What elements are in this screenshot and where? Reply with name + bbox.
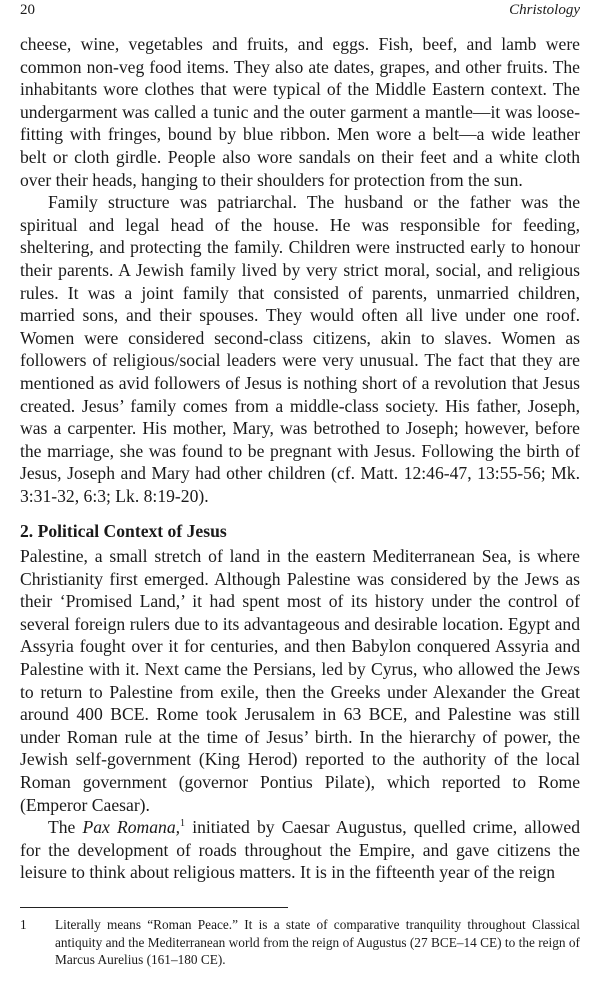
running-title: Christology	[509, 2, 580, 18]
footnote-number: 1	[20, 917, 27, 932]
page-header	[20, 2, 580, 24]
paragraph: Palestine, a small stretch of land in the eastern Mediterranean Sea, is where Christianity first emerged. Although Palestine was considered by the Jews as their ‘Promised Land,’ it had spent most of its history under the control of several foreign rulers due to its advantageous and desirable location. Egypt and Assyria fought over it for centuries, and then Babylon conquered Assyria and Palestine with it. Next came the Persians, led by Cyrus, who allowed the Jews to return to Palestine from exile, then the Greeks under Alexander the Great around 400 BCE. Rome took Jerusalem in 63 BCE, and Palestine was still under Roman rule at the time of Jesus’ birth. In the hierarchy of power, the Jewish self-government (King Herod) reported to the authority of the local Roman government (governor Pontius Pilate), which reported to Rome (Emperor Caesar).	[20, 546, 580, 815]
body-text	[20, 33, 580, 884]
text-segment: The	[48, 817, 83, 838]
text-segment: initiated by Caesar Augustus, quelled crime, allowed for the development of roads throughout the Empire, and gave citizens the leisure to think about religious matters. It is in the fifteenth year of the reign	[20, 817, 580, 883]
paragraph: Family structure was patriarchal. The husband or the father was the spiritual and legal head of the house. He was responsible for feeding, sheltering, and protecting the family. Children were instructed early to honour their parents. A Jewish family lived by very strict moral, social, and religious rules. It was a joint family that consisted of parents, unmarried children, married sons, and their spouses. They would often all live under one roof. Women were considered second-class citizens, akin to slaves. Women as followers of religious/social leaders were very unusual. The fact that they are mentioned as avid followers of Jesus is nothing short of a revolution that Jesus created. Jesus’ family comes from a middle-class society. His father, Joseph, was a carpenter. His mother, Mary, was betrothed to Joseph; however, before the marriage, she was found to be pregnant with Jesus. Following the birth of Jesus, Joseph and Mary had other children (cf. Matt. 12:46-47, 13:55-56; Mk. 3:31-32, 6:3; Lk. 8:19-20).	[20, 192, 580, 506]
footnote	[20, 916, 580, 969]
page-number: 20	[20, 2, 35, 18]
paragraph: cheese, wine, vegetables and fruits, and eggs. Fish, beef, and lamb were common non-veg food items. They also ate dates, grapes, and other fruits. The inhabitants wore clothes that were typical of the Middle Eastern context. The undergarment was called a tunic and the outer garment a mantle—it was loose-fitting with fringes, bound by blue ribbon. Men wore a belt—a wide leather belt or cloth girdle. People also wore sandals on their feet and a white cloth over their heads, hanging to their shoulders for protection from the sun.	[20, 34, 580, 190]
section-heading: 2. Political Context of Jesus	[20, 521, 227, 542]
footnote-text: Literally means “Roman Peace.” It is a state of comparative tranquility throughout Classical antiquity and the Mediterranean world from the reign of Augustus (27 BCE–14 CE) to the reign of Marcus Aurelius (161–180 CE).	[55, 917, 580, 967]
paragraph	[20, 816, 580, 884]
footnote-reference[interactable]: 1	[180, 818, 186, 830]
footnote-divider	[20, 907, 288, 908]
italic-term: Pax Romana,	[82, 817, 181, 838]
